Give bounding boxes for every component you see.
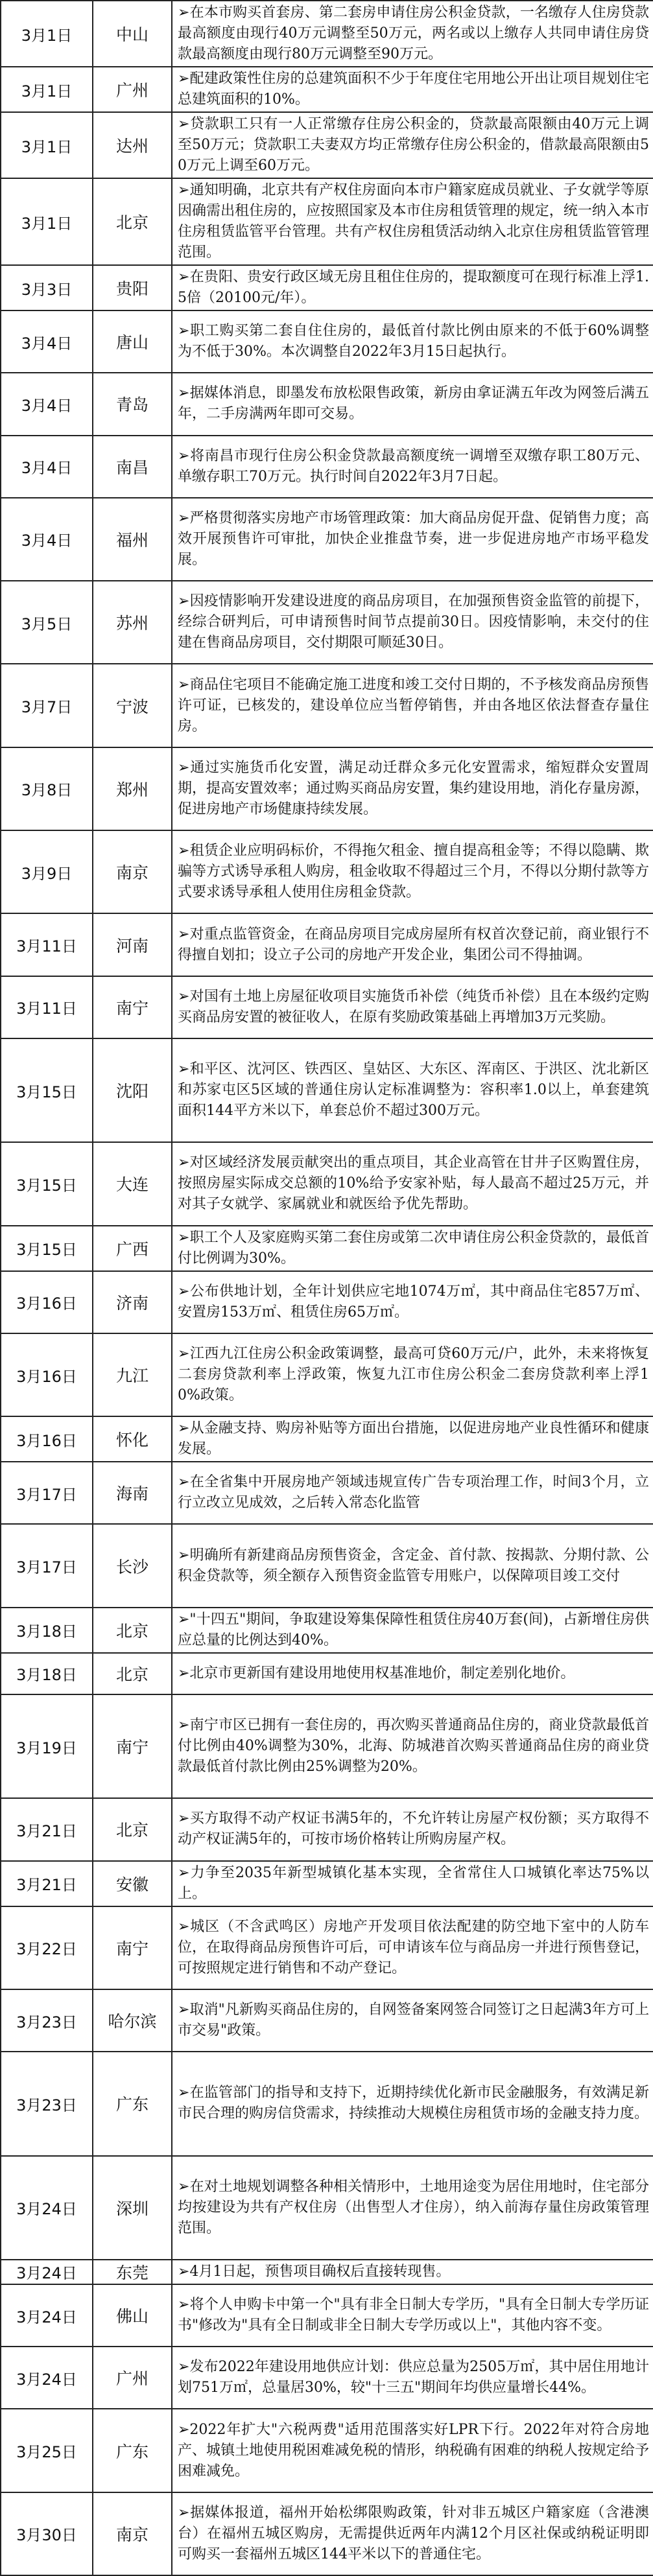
date-cell: 3月8日 — [1, 747, 93, 830]
policy-content-text: ➢在监管部门的指导和支持下，近期持续优化新市民金融服务，有效满足新市民合理的购房信贷需求，持续推动大规模住房租赁市场的金融支持力度。 — [178, 2085, 649, 2122]
policy-content-text: ➢明确所有新建商品房预售资金，含定金、首付款、按揭款、分期付款、公积金贷款等，须全额存入预售资金监管专用账户，以保障项目竣工交付 — [178, 1547, 649, 1584]
date-cell: 3月4日 — [1, 310, 93, 373]
city-cell: 南京 — [93, 2492, 172, 2575]
policy-content-text: ➢职工个人及家庭购买第二套住房或第二次申请住房公积金贷款的，最低首付比例调为30%。 — [178, 1229, 649, 1267]
policy-content-cell — [172, 1653, 653, 1694]
date-cell: 3月18日 — [1, 1653, 93, 1694]
city-cell: 北京 — [93, 1653, 172, 1694]
date-cell: 3月3日 — [1, 265, 93, 310]
city-cell: 南宁 — [93, 976, 172, 1038]
policy-content-text: ➢和平区、沈河区、铁西区、皇姑区、大东区、浑南区、于洪区、沈北新区和苏家屯区5区域的普通住房认定标准调整为：容积率1.0以上，单套建筑面积144平方米以下，单套总价不超过300万元。 — [178, 1061, 649, 1119]
city-cell: 沈阳 — [93, 1038, 172, 1142]
table-row — [1, 1142, 653, 1225]
policy-content-cell — [172, 976, 653, 1038]
policy-table-body — [1, 1, 653, 2575]
policy-content-cell — [172, 1694, 653, 1798]
table-row — [1, 178, 653, 265]
table-row — [1, 2492, 653, 2575]
table-row — [1, 67, 653, 112]
date-cell: 3月24日 — [1, 2284, 93, 2347]
policy-content-cell — [172, 1142, 653, 1225]
policy-content-cell — [172, 436, 653, 498]
city-cell: 广州 — [93, 2347, 172, 2409]
policy-content-text: ➢职工购买第二套自住住房的，最低首付款比例由原来的不低于60%调整为不低于30%。本次调整自2022年3月15日起执行。 — [178, 323, 649, 360]
policy-content-cell — [172, 1226, 653, 1271]
date-cell: 3月15日 — [1, 1142, 93, 1225]
policy-content-text: ➢公布供地计划，全年计划供应宅地1074万㎡，其中商品住宅857万㎡、安置房153万㎡、租赁住房65万㎡。 — [178, 1283, 649, 1320]
table-row — [1, 913, 653, 976]
city-cell: 九江 — [93, 1333, 172, 1416]
policy-content-cell — [172, 112, 653, 178]
policy-content-cell — [172, 2409, 653, 2492]
date-cell: 3月16日 — [1, 1271, 93, 1333]
city-cell: 南昌 — [93, 436, 172, 498]
policy-content-cell — [172, 1608, 653, 1653]
policy-content-cell — [172, 1, 653, 67]
table-row — [1, 1906, 653, 1989]
city-cell: 广东 — [93, 2052, 172, 2155]
city-cell: 达州 — [93, 112, 172, 178]
date-cell: 3月15日 — [1, 1038, 93, 1142]
city-cell: 广西 — [93, 1226, 172, 1271]
table-row — [1, 1694, 653, 1798]
policy-content-cell — [172, 1333, 653, 1416]
policy-content-cell — [172, 747, 653, 830]
table-row — [1, 1524, 653, 1607]
policy-content-text: ➢严格贯彻落实房地产市场管理政策：加大商品房促开盘、促销售力度；高效开展预售许可审批，加快企业推盘节奏，进一步促进房地产市场平稳发展。 — [178, 509, 649, 568]
policy-content-text: ➢据媒体消息，即墨发布放松限售政策，新房由拿证满五年改为网签后满五年，二手房满两年即可交易。 — [178, 385, 649, 423]
date-cell: 3月25日 — [1, 2409, 93, 2492]
table-row — [1, 830, 653, 913]
city-cell: 北京 — [93, 1608, 172, 1653]
policy-content-cell — [172, 1524, 653, 1607]
date-cell: 3月4日 — [1, 436, 93, 498]
city-cell: 宁波 — [93, 664, 172, 747]
table-row — [1, 1798, 653, 1860]
policy-content-text: ➢买方取得不动产权证书满5年的，不允许转让房屋产权份额；买方取得不动产权证满5年的，可按市场价格转让所购房屋产权。 — [178, 1810, 649, 1848]
city-cell: 大连 — [93, 1142, 172, 1225]
city-cell: 济南 — [93, 1271, 172, 1333]
policy-content-text: ➢南宁市区已拥有一套住房的，再次购买普通商品住房的，商业贷款最低首付比例由40%调整为30%，北海、防城港首次购买普通商品住房的商业贷款最低首付款比例由25%调整为20%。 — [178, 1717, 649, 1775]
table-row — [1, 498, 653, 581]
table-row — [1, 1653, 653, 1694]
policy-content-cell — [172, 67, 653, 112]
policy-content-text: ➢对重点监管资金，在商品房项目完成房屋所有权首次登记前，商业银行不得擅自划扣；设立子公司的房地产开发企业，集团公司不得抽调。 — [178, 926, 649, 963]
table-row — [1, 976, 653, 1038]
date-cell: 3月5日 — [1, 581, 93, 664]
date-cell: 3月7日 — [1, 664, 93, 747]
city-cell: 安徽 — [93, 1861, 172, 1906]
policy-content-text: ➢城区（不含武鸣区）房地产开发项目依法配建的防空地下室中的人防车位，在取得商品房预售许可后，可申请该车位与商品房一并进行预售登记，可按照规定进行销售和不动产登记。 — [178, 1918, 649, 1976]
policy-content-text: ➢从金融支持、购房补贴等方面出台措施，以促进房地产业良性循环和健康发展。 — [178, 1420, 649, 1458]
policy-content-text: ➢据媒体报道，福州开始松绑限购政策，针对非五城区户籍家庭（含港澳台）在福州五城区购房，无需提供近两年内满12个月区社保或纳税证明即可购买一套福州五城区144平米以下的普通住宅。 — [178, 2504, 649, 2562]
date-cell: 3月24日 — [1, 2156, 93, 2260]
policy-content-cell — [172, 2492, 653, 2575]
policy-content-cell — [172, 310, 653, 373]
city-cell: 贵阳 — [93, 265, 172, 310]
policy-content-text: ➢将南昌市现行住房公积金贷款最高额度统一调增至双缴存职工80万元、单缴存职工70万元。执行时间自2022年3月7日起。 — [178, 447, 649, 485]
table-row — [1, 747, 653, 830]
table-row — [1, 1226, 653, 1271]
city-cell: 北京 — [93, 1798, 172, 1860]
policy-content-text: ➢力争至2035年新型城镇化基本实现，全省常住人口城镇化率达75%以上。 — [178, 1864, 649, 1902]
city-cell: 青岛 — [93, 373, 172, 435]
policy-content-text: ➢北京市更新国有建设用地使用权基准地价，制定差别化地价。 — [178, 1665, 575, 1681]
table-row — [1, 1, 653, 67]
city-cell: 河南 — [93, 913, 172, 976]
date-cell: 3月11日 — [1, 976, 93, 1038]
date-cell: 3月24日 — [1, 2347, 93, 2409]
policy-content-text: ➢2022年扩大"六税两费"适用范围落实好LPR下行。2022年对符合房地产、城镇土地使用税困难减免税的情形，纳税确有困难的纳税人按规定给予困难减免。 — [178, 2421, 649, 2479]
date-cell: 3月1日 — [1, 67, 93, 112]
policy-content-text: ➢通知明确，北京共有产权住房面向本市户籍家庭成员就业、子女就学等原因确需出租住房的，应按照国家及本市住房租赁管理的规定，统一纳入本市住房租赁监管平台管理。共有产权住房租赁活动纳入北京住房租赁监管管理范围。 — [178, 182, 649, 261]
date-cell: 3月16日 — [1, 1333, 93, 1416]
table-row — [1, 2260, 653, 2284]
policy-content-cell — [172, 1861, 653, 1906]
date-cell: 3月22日 — [1, 1906, 93, 1989]
policy-content-text: ➢在对土地规划调整各种相关情形中，土地用途变为居住用地时，住宅部分均按建设为共有产权住房（出售型人才住房），纳入前海存量住房政策管理范围。 — [178, 2178, 649, 2236]
policy-content-text: ➢4月1日起，预售项目确权后直接转现售。 — [178, 2263, 451, 2280]
city-cell: 怀化 — [93, 1416, 172, 1462]
date-cell: 3月19日 — [1, 1694, 93, 1798]
table-row — [1, 1989, 653, 2052]
policy-content-text: ➢贷款职工只有一人正常缴存住房公积金的，贷款最高限额由40万元上调至50万元；贷款职工夫妻双方均正常缴存住房公积金的，借款最高限额由50万元上调至60万元。 — [178, 116, 649, 174]
date-cell: 3月17日 — [1, 1524, 93, 1607]
policy-content-cell — [172, 2284, 653, 2347]
policy-content-cell — [172, 1989, 653, 2052]
table-row — [1, 664, 653, 747]
policy-content-cell — [172, 913, 653, 976]
city-cell: 哈尔滨 — [93, 1989, 172, 2052]
table-row — [1, 310, 653, 373]
date-cell: 3月1日 — [1, 1, 93, 67]
policy-content-cell — [172, 1906, 653, 1989]
policy-content-text: ➢对国有土地上房屋征收项目实施货币补偿（纯货币补偿）且在本级约定购买商品房安置的被征收人，在原有奖励政策基础上再增加3万元奖励。 — [178, 988, 649, 1025]
table-row — [1, 1462, 653, 1524]
policy-content-cell — [172, 1038, 653, 1142]
date-cell: 3月21日 — [1, 1861, 93, 1906]
policy-content-cell — [172, 1416, 653, 1462]
city-cell: 郑州 — [93, 747, 172, 830]
policy-content-text: ➢江西九江住房公积金政策调整，最高可贷60万元/户，此外，未来将恢复二套房贷款利率上浮政策，恢复九江市住房公积金二套房贷款利率上浮10%政策。 — [178, 1346, 649, 1404]
policy-content-text: ➢在贵阳、贵安行政区域无房且租住住房的，提取额度可在现行标准上浮1.5倍（20100元/年）。 — [178, 269, 649, 306]
table-row — [1, 581, 653, 664]
policy-content-text: ➢对区域经济发展贡献突出的重点项目，其企业高管在甘井子区购置住房，按照房屋实际成交总额的10%给予安家补贴，每人最高不超过25万元，并对其子女就学、家属就业和就医给予优先帮助。 — [178, 1154, 649, 1213]
policy-content-text: ➢在全省集中开展房地产领域违规宣传广告专项治理工作，时间3个月，立行立改立见成效，之后转入常态化监管 — [178, 1474, 649, 1512]
city-cell: 苏州 — [93, 581, 172, 664]
table-row — [1, 1416, 653, 1462]
date-cell: 3月23日 — [1, 2052, 93, 2155]
city-cell: 中山 — [93, 1, 172, 67]
city-cell: 广东 — [93, 2409, 172, 2492]
policy-content-text: ➢通过实施货币化安置，满足动迁群众多元化安置需求，缩短群众安置周期，提高安置效率；通过购买商品房安置，集约建设用地，消化存量房源，促进房地产市场健康持续发展。 — [178, 759, 649, 817]
table-row — [1, 2156, 653, 2260]
city-cell: 广州 — [93, 67, 172, 112]
policy-content-cell — [172, 830, 653, 913]
table-row — [1, 1608, 653, 1653]
table-row — [1, 2409, 653, 2492]
policy-content-text: ➢在本市购买首套房、第二套房申请住房公积金贷款，一名缴存人住房贷款最高额度由现行40万元调整至50万元，两名或以上缴存人共同申请住房贷款最高额度由现行80万元调整至90万元。 — [178, 5, 649, 62]
city-cell: 东莞 — [93, 2260, 172, 2284]
city-cell: 南京 — [93, 830, 172, 913]
date-cell: 3月17日 — [1, 1462, 93, 1524]
policy-content-text: ➢"十四五"期间，争取建设筹集保障性租赁住房40万套(间)，占新增住房供应总量的比例达到40%。 — [178, 1611, 649, 1648]
city-cell: 海南 — [93, 1462, 172, 1524]
city-cell: 唐山 — [93, 310, 172, 373]
city-cell: 深圳 — [93, 2156, 172, 2260]
policy-content-cell — [172, 2156, 653, 2260]
policy-content-cell — [172, 581, 653, 664]
table-row — [1, 1333, 653, 1416]
date-cell: 3月1日 — [1, 112, 93, 178]
city-cell: 南宁 — [93, 1906, 172, 1989]
policy-content-cell — [172, 178, 653, 265]
city-cell: 福州 — [93, 498, 172, 581]
policy-content-cell — [172, 265, 653, 310]
policy-content-text: ➢发布2022年建设用地供应计划：供应总量为2505万㎡，其中居住用地计划751万㎡，总量居30%，较"十三五"期间年均供应量增长44%。 — [178, 2359, 649, 2396]
city-cell: 长沙 — [93, 1524, 172, 1607]
date-cell: 3月30日 — [1, 2492, 93, 2575]
date-cell: 3月24日 — [1, 2260, 93, 2284]
policy-content-cell — [172, 2052, 653, 2155]
table-row — [1, 2052, 653, 2155]
date-cell: 3月11日 — [1, 913, 93, 976]
policy-content-text: ➢取消"凡新购买商品住房的，自网签备案网签合同签订之日起满3年方可上市交易"政策。 — [178, 2002, 649, 2039]
date-cell: 3月1日 — [1, 178, 93, 265]
date-cell: 3月9日 — [1, 830, 93, 913]
policy-content-cell — [172, 1462, 653, 1524]
policy-content-text: ➢租赁企业应明码标价，不得拖欠租金、擅自提高租金等；不得以隐瞒、欺骗等方式诱导承租人购房，租金收取不得超过三个月，不得以分期付款等方式要求诱导承租人使用住房租金贷款。 — [178, 843, 649, 901]
table-row — [1, 2284, 653, 2347]
table-row — [1, 265, 653, 310]
policy-content-cell — [172, 1798, 653, 1860]
city-cell: 佛山 — [93, 2284, 172, 2347]
table-row — [1, 2347, 653, 2409]
date-cell: 3月16日 — [1, 1416, 93, 1462]
policy-content-text: ➢商品住宅项目不能确定施工进度和竣工交付日期的，不予核发商品房预售许可证，已核发的，建设单位应当暂停销售，并由各地区依法督查存量住房。 — [178, 676, 649, 734]
date-cell: 3月4日 — [1, 373, 93, 435]
date-cell: 3月21日 — [1, 1798, 93, 1860]
policy-content-cell — [172, 2260, 653, 2284]
policy-content-text: ➢配建政策性住房的总建筑面积不少于年度住宅用地公开出让项目规划住宅总建筑面积的10%。 — [178, 71, 649, 108]
date-cell: 3月18日 — [1, 1608, 93, 1653]
table-row — [1, 1038, 653, 1142]
table-row — [1, 436, 653, 498]
date-cell: 3月23日 — [1, 1989, 93, 2052]
table-row — [1, 1861, 653, 1906]
city-cell: 南宁 — [93, 1694, 172, 1798]
policy-content-text: ➢因疫情影响开发建设进度的商品房项目，在加强预售资金监管的前提下，经综合研判后，可申请预售时间节点提前30日。因疫情影响，未交付的住建在售商品房项目，交付期限可顺延30日。 — [178, 593, 649, 651]
policy-content-cell — [172, 664, 653, 747]
policy-content-cell — [172, 373, 653, 435]
table-row — [1, 373, 653, 435]
policy-content-cell — [172, 2347, 653, 2409]
policy-content-text: ➢将个人申购卡中第一个"具有非全日制大专学历，"具有全日制大专学历证书"修改为"具有全日制或非全日制大专学历或以上"，其他内容不变。 — [178, 2297, 649, 2334]
policy-content-cell — [172, 1271, 653, 1333]
table-row — [1, 1271, 653, 1333]
table-row — [1, 112, 653, 178]
date-cell: 3月4日 — [1, 498, 93, 581]
city-cell: 北京 — [93, 178, 172, 265]
policy-content-cell — [172, 498, 653, 581]
date-cell: 3月15日 — [1, 1226, 93, 1271]
